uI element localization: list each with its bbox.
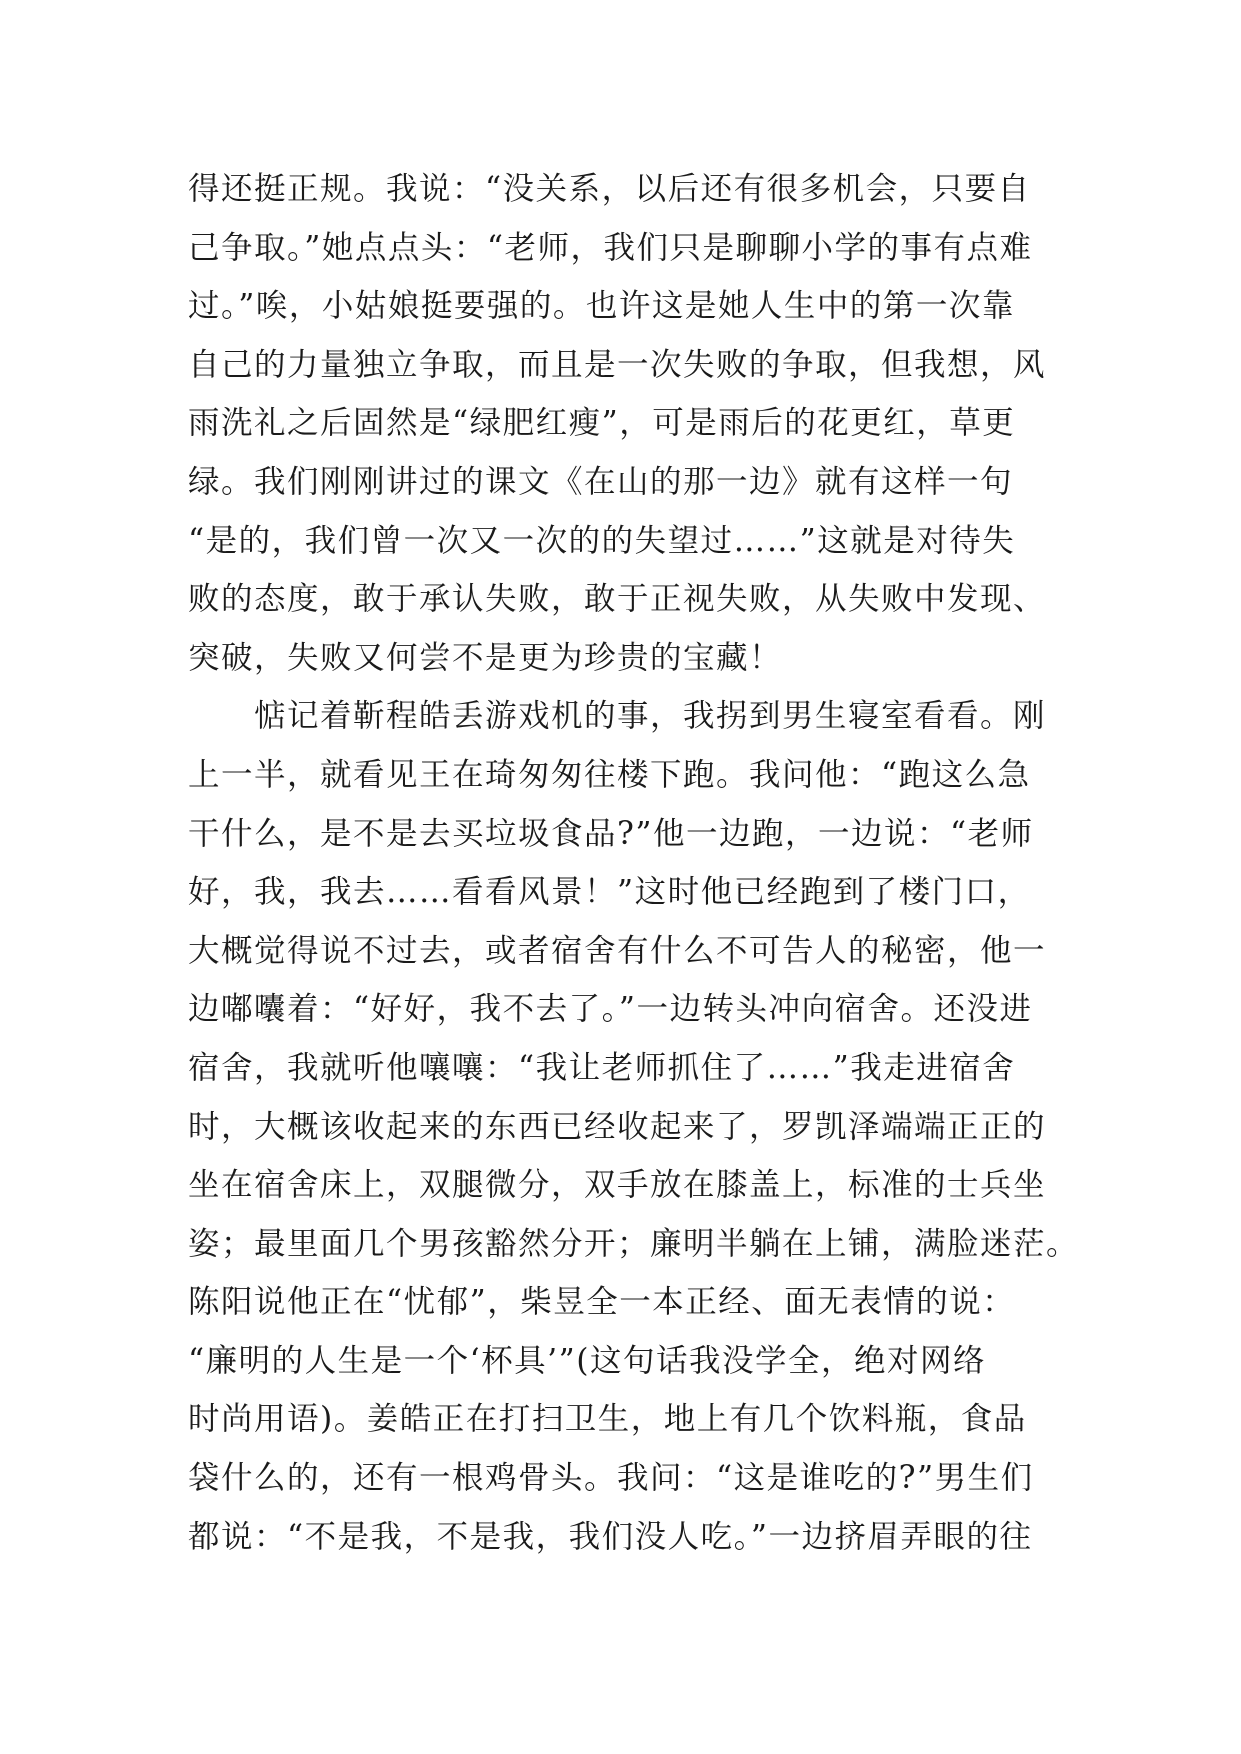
text-line: 惦记着靳程皓丢游戏机的事，我拐到男生寝室看看。刚 (188, 698, 1047, 735)
text-line: 突破，失败又何尝不是更为珍贵的宝藏！ (188, 639, 783, 676)
text-line: “廉明的人生是一个‘杯具’”(这句话我没学全，绝对网络 (188, 1342, 987, 1379)
text-line: 雨洗礼之后固然是“绿肥红瘦”，可是雨后的花更红，草更 (188, 405, 1016, 442)
text-line: 绿。我们刚刚讲过的课文《在山的那一边》就有这样一句 (188, 463, 1014, 500)
text-line: 姿；最里面几个男孩豁然分开；廉明半躺在上铺，满脸迷茫。 (188, 1225, 1080, 1262)
text-line: 袋什么的，还有一根鸡骨头。我问：“这是谁吃的?”男生们 (188, 1460, 1034, 1497)
text-line: 都说：“不是我，不是我，我们没人吃。”一边挤眉弄眼的往 (188, 1518, 1033, 1555)
text-line: 过。”唉，小姑娘挺要强的。也许这是她人生中的第一次靠 (188, 288, 1015, 325)
text-line: 边嘟囔着：“好好，我不去了。”一边转头冲向宿舍。还没进 (188, 991, 1033, 1028)
text-line: “是的，我们曾一次又一次的的失望过……”这就是对待失 (188, 522, 1016, 559)
text-line: 败的态度，敢于承认失败，敢于正视失败，从失败中发现、 (188, 581, 1047, 618)
text-line: 陈阳说他正在“忧郁”，柴昱全一本正经、面无表情的说： (188, 1284, 1016, 1321)
text-line: 自己的力量独立争取，而且是一次失败的争取，但我想，风 (188, 346, 1047, 383)
text-line: 干什么，是不是去买垃圾食品?”他一边跑，一边说：“老师 (188, 815, 1034, 852)
text-line: 上一半，就看见王在琦匆匆往楼下跑。我问他：“跑这么急 (188, 756, 1031, 793)
text-line: 宿舍，我就听他嚷嚷：“我让老师抓住了……”我走进宿舍 (188, 1049, 1016, 1086)
text-line: 己争取。”她点点头：“老师，我们只是聊聊小学的事有点难 (188, 229, 1033, 266)
text-line: 时尚用语)。姜皓正在打扫卫生，地上有几个饮料瓶，食品 (188, 1401, 1027, 1438)
text-line: 坐在宿舍床上，双腿微分，双手放在膝盖上，标准的士兵坐 (188, 1167, 1047, 1204)
text-line: 时，大概该收起来的东西已经收起来了，罗凯泽端端正正的 (188, 1108, 1047, 1145)
text-line: 大概觉得说不过去，或者宿舍有什么不可告人的秘密，他一 (188, 932, 1047, 969)
document-body (188, 160, 1080, 1566)
text-line: 得还挺正规。我说：“没关系，以后还有很多机会，只要自 (188, 171, 1031, 207)
text-line: 好，我，我去……看看风景！”这时他已经跑到了楼门口， (188, 874, 1031, 911)
